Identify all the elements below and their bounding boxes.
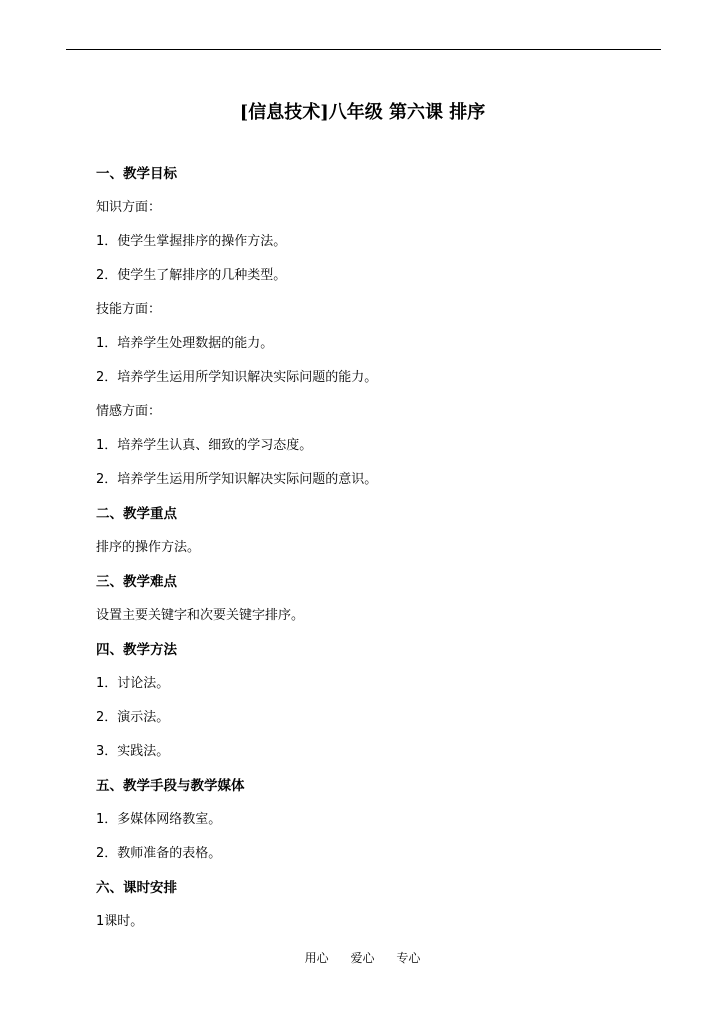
body-text-line: 1．多媒体网络教室。	[96, 812, 222, 827]
section-heading: 五、教学手段与教学媒体	[96, 778, 245, 794]
body-text-line: 技能方面：	[96, 302, 162, 317]
section-heading: 四、教学方法	[96, 642, 177, 658]
body-text-line: 1．使学生掌握排序的操作方法。	[96, 234, 287, 249]
body-text-line: 1课时。	[96, 914, 144, 929]
section-heading: 三、教学难点	[96, 574, 177, 590]
footer-text-3: 专心	[396, 951, 421, 965]
body-text-line: 设置主要关键字和次要关键字排序。	[96, 608, 305, 623]
page-footer	[0, 948, 725, 968]
body-text-line: 情感方面：	[96, 404, 162, 419]
body-text-line: 2．培养学生运用所学知识解决实际问题的能力。	[96, 370, 378, 385]
document-body	[96, 162, 686, 944]
body-text-line: 2．演示法。	[96, 710, 170, 725]
document-title: [信息技术]八年级 第六课 排序	[239, 102, 486, 123]
section-heading: 六、课时安排	[96, 880, 177, 896]
section-heading: 一、教学目标	[96, 166, 177, 182]
body-text-line: 排序的操作方法。	[96, 540, 201, 555]
body-text-line: 1．培养学生处理数据的能力。	[96, 336, 274, 351]
body-text-line: 1．讨论法。	[96, 676, 170, 691]
body-text-line: 2．培养学生运用所学知识解决实际问题的意识。	[96, 472, 378, 487]
footer-text-2: 爱心	[350, 951, 375, 965]
body-text-line: 3．实践法。	[96, 744, 170, 759]
body-text-line: 2．使学生了解排序的几种类型。	[96, 268, 287, 283]
header-divider	[66, 49, 661, 50]
footer-text-1: 用心	[304, 951, 329, 965]
body-text-line: 1．培养学生认真、细致的学习态度。	[96, 438, 313, 453]
section-heading: 二、教学重点	[96, 506, 177, 522]
body-text-line: 2．教师准备的表格。	[96, 846, 222, 861]
body-text-line: 知识方面：	[96, 200, 162, 215]
